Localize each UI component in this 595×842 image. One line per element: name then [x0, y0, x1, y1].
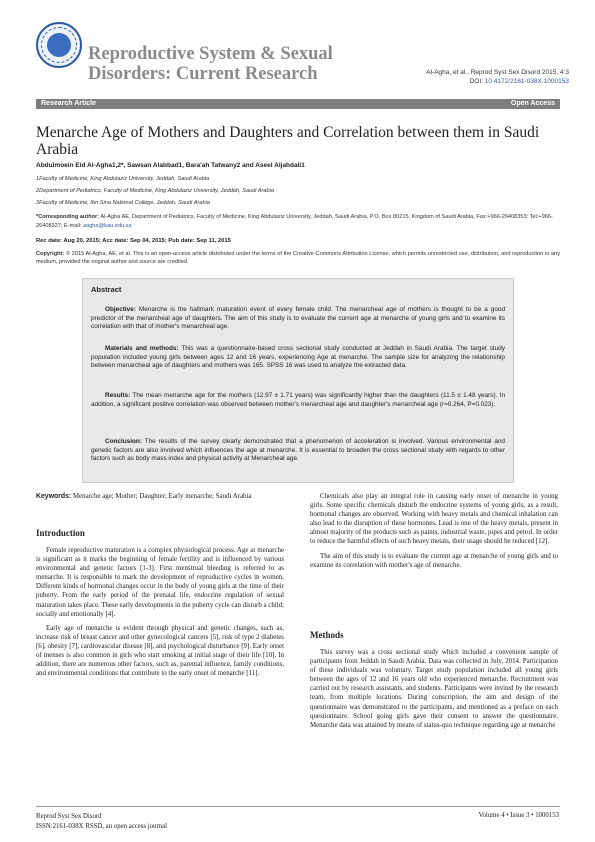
- footer-volume: Volume 4 • Issue 3 • 1000153: [478, 812, 559, 819]
- footer-left: [36, 812, 167, 832]
- doi-line: [349, 77, 569, 86]
- open-access-label: Open Access: [510, 100, 555, 107]
- journal-title: [88, 44, 348, 84]
- affiliation-2: 2Department of Pediatrics, Faculty of Medicine, King Abdulaziz University, Jeddah, Saudi Arabia: [36, 188, 274, 194]
- doi-label: DOI:: [469, 78, 485, 85]
- copyright-label: Copyright:: [36, 251, 65, 257]
- copyright-notice: [36, 250, 560, 266]
- affiliation-1: 1Faculty of Medicine, King Abdulaziz University, Jeddah, Saudi Arabia: [36, 176, 210, 182]
- methods-text: This was a questionnaire-based cross sectional study conducted at Jeddah in Saudi Arabia. The target study population included young girls between ages 12 and 16 years, experiencing Age at menarche. The sample size for analyzing the relationship between menarcheal age of daughters and mothers was 165. SPSS 16 was used to analyze the extracted data.: [91, 345, 505, 370]
- article-type-bar: [36, 99, 560, 109]
- intro-paragraph-3: Chemicals also play an integral role in causing early onset of menarche in young girls. Some specific chemicals disturb the endocrine systems of young girls, as a result, hormonal changes are observed. Working with heavy metals and chemical inhalation can also lead to the disruption of these hormones. Lead is one of the heavy metals, present in almost majority of the products such as paints, industrial waste, pipes and petrol. In order to reduce the harmful effects of such heavy metals, their usage should be reduced [12].: [310, 493, 558, 546]
- abstract-conclusion: [91, 438, 505, 464]
- affiliation-3: 3Faculty of Medicine, Ibn Sina National College, Jeddah, Saudi Arabia: [36, 200, 210, 206]
- article-title: Menarche Age of Mothers and Daughters and Correlation between them in Saudi Arabia: [36, 124, 540, 158]
- methods-label: Materials and methods:: [105, 345, 179, 352]
- doi-link[interactable]: 10.4172/2161-038X.1000153: [484, 78, 569, 85]
- abstract-methods: [91, 345, 505, 371]
- intro-paragraph-1: Female reproductive maturation is a complex physiological process. Age at menarche is significant as it marks the beginning of female fertility and is influenced by various environmental and genetic factors [1-3]. First menstrual bleeding is referred to as menarche. It is responsible to mark the development of reproductive cycles in women. Different kinds of hormonal changes occur in the body of young girls at the time of their puberty. From the early period of the prenatal life, endocrine regulation of sexual maturation takes place. These early developments in the puberty cycle can disturb a child; socially and emotionally [4].: [36, 547, 284, 618]
- journal-title-line1: Reproductive System & Sexual: [88, 44, 333, 64]
- keywords-text: Menarche age; Mother; Daughter; Early menarche; Saudi Arabia: [71, 493, 252, 500]
- conclusion-label: Conclusion:: [105, 438, 142, 445]
- author-list: Abdulmoein Eid Al-Agha1,2*, Sawsan Alabbad1, Bara'ah Tatwany2 and Aseel Aljahdali1: [36, 162, 305, 169]
- right-column-methods: [310, 648, 558, 730]
- objective-text: Menarche is the hallmark maturation event of every female child. The menarcheal age of mothers is thought to be a good predictor of the menarcheal age of daughters. The aim of this study is to evaluate the current age at menarche of young girls and to examine its correlation with that of mother's menarcheal age.: [91, 306, 505, 331]
- footer-issn: ISSN:2161-038X RSSD, an open access journal: [36, 823, 168, 830]
- corr-email-link[interactable]: aagha@kau.edu.sa: [82, 223, 132, 229]
- citation: Al-Agha, et al., Reprod Syst Sex Disord 2015, 4:3: [426, 69, 569, 76]
- conclusion-text: The results of the survey clearly demonstrated that a phenomenon of acceleration is involved. Various environmental and genetic factors are also involved which influences the age at menarche. It is essential to broaden the cross sectional study with regards to other factors such as body mass index and physical activity at Menarcheal age.: [91, 438, 505, 463]
- methods-paragraph-1: This survey was a cross sectional study which included a convenient sample of participants from Jeddah in Saudi Arabia. Data was collected in July, 2014. Participation of these individuals was voluntary. Target study population included all young girls between the ages of 12 and 16 years old who experienced menarche. Recruitment was carried out by research assistants, and students. Participants were invited by the research team, from multiple locations. During conscription, the aim and design of the questionnaire was demonstrated to the participants, and mentioned as a preface on each questionnaire. School going girls gave their consent to answer the questionnaire. Menarche data was attained by means of status-quo technique regarding age at menarche: [310, 649, 558, 729]
- results-label: Results:: [105, 392, 131, 399]
- introduction-heading: Introduction: [36, 528, 85, 538]
- right-column-top: [310, 492, 558, 570]
- methods-heading: Methods: [310, 630, 344, 640]
- footer-divider: [36, 806, 560, 807]
- corr-label: *Corresponding author:: [36, 214, 100, 220]
- abstract-objective: [91, 306, 505, 332]
- abstract-box: [82, 278, 514, 483]
- left-column: [36, 546, 284, 678]
- journal-title-line2: Disorders: Current Research: [88, 64, 318, 84]
- journal-logo: [36, 22, 82, 68]
- abstract-heading: Abstract: [91, 285, 122, 294]
- corr-text: Al-Agha AE, Department of Pediatrics, Faculty of Medicine, King Abdulaziz University, Jeddah, Saudi Arabia, P.O. Box 80215, Kingdom of Saudi Arabia, Fax:+966-26408353; Tel:+966-26408327; E-mail:: [36, 214, 553, 229]
- abstract-results: [91, 392, 505, 409]
- logo-emblem-icon: [47, 33, 71, 57]
- copyright-text: © 2015 Al-Agha, AE, et al. This is an open-access article distributed under the terms of the Creative Commons Attribution License, which permits unrestricted use, distribution, and reproduction in any medium, provided the original author and source are credited.: [36, 251, 560, 265]
- article-type-label: Research Article: [41, 100, 96, 107]
- keywords: [36, 492, 286, 501]
- results-text: The mean menarche age for the mothers (12.97 ± 1.71 years) was significantly higher than the daughters (11.5 ± 1.48 years). In addition, a significant positive correlation was observed between mother's menarcheal age and daughter's menarcheal age (r=0.264, P=0.023).: [91, 392, 505, 408]
- article-dates: Rec date: Aug 20, 2015; Acc date: Sep 04, 2015; Pub date: Sep 11, 2015: [36, 238, 231, 244]
- objective-label: Objective:: [105, 306, 136, 313]
- citation-block: [349, 68, 569, 86]
- corresponding-author: [36, 213, 560, 231]
- footer-journal-abbrev: Reprod Syst Sex Disord: [36, 813, 102, 820]
- intro-paragraph-2: Early age of menarche is evident through physical and genetic changes, such as, increase risk of breast cancer and other gynecological cancers [5], risk of type 2 diabetes [6], obesity [7], cardiovascular disease [8], and psychological disturbance [9]. Early onset of menses is also common in girls who start smoking at initial stage of their life [10]. In addition, there are numerous other factors, such as, parental influence, family conditions, and environmental conditions that contribute to the early onset of menarche [11].: [36, 624, 284, 678]
- intro-paragraph-4: The aim of this study is to evaluate the current age at menarche of young girls and to examine its correlation with mother's age of menarche.: [310, 552, 558, 569]
- keywords-label: Keywords:: [36, 493, 72, 500]
